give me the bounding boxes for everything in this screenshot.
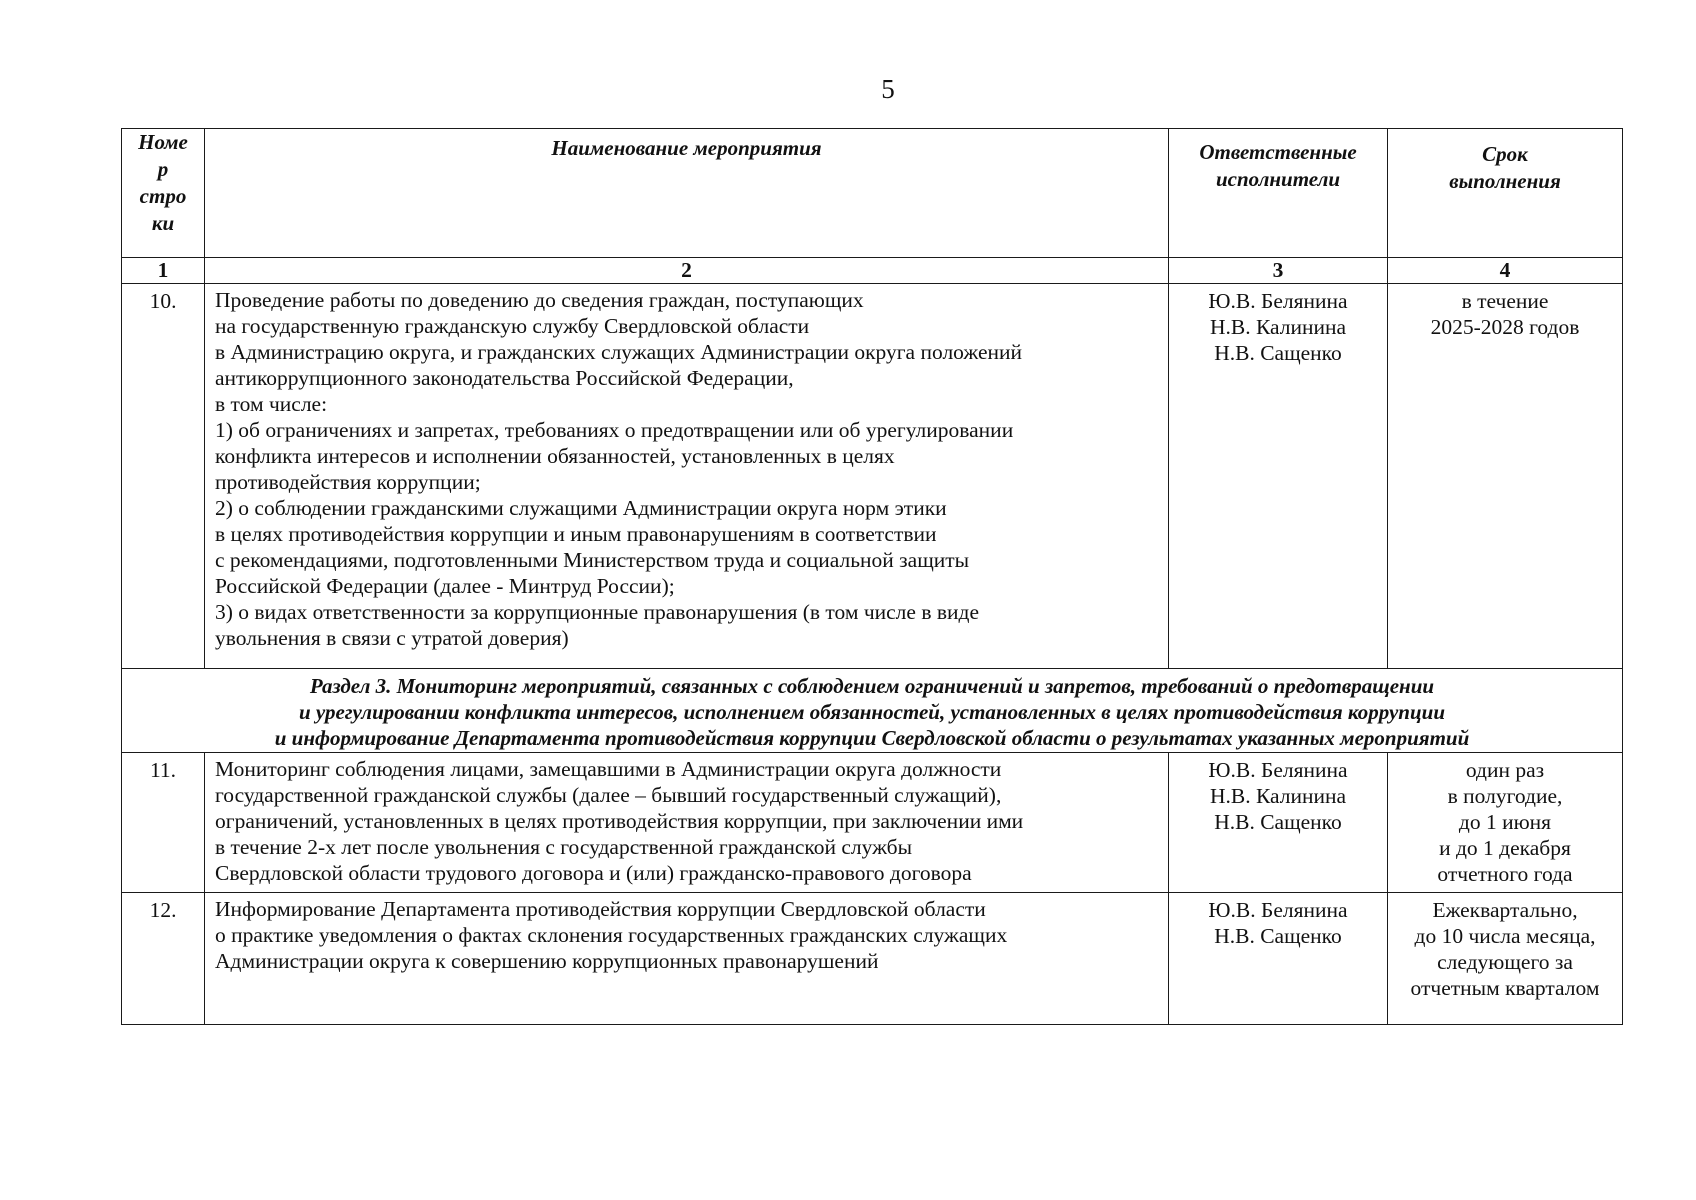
responsible-persons: Ю.В. Белянина Н.В. Калинина Н.В. Сащенко xyxy=(1169,753,1388,893)
page-number: 5 xyxy=(881,74,895,104)
execution-term: один раз в полугодие, до 1 июня и до 1 декабря отчетного года xyxy=(1388,753,1623,893)
measure-name: Мониторинг соблюдения лицами, замещавшими в Администрации округа должности государственной гражданской службы (далее – бывший государственный служащий), ограничений, установленных в целях противодействия коррупции, при заключении ими в течение 2-х лет после увольнения с государственной гражданской службы Свердловской области трудового договора и (или) гражданско-правового договора xyxy=(205,753,1169,893)
responsible-persons: Ю.В. Белянина Н.В. Калинина Н.В. Сащенко xyxy=(1169,284,1388,669)
measures-table xyxy=(121,128,1623,1025)
header-term: Срок выполнения xyxy=(1388,129,1623,258)
header-measure-name: Наименование мероприятия xyxy=(205,129,1169,258)
section-3-heading: Раздел 3. Мониторинг мероприятий, связанных с соблюдением ограничений и запретов, требований о предотвращении и урегулировании конфликта интересов, исполнением обязанностей, установленных в целях противодействия коррупции и информирование Департамента противодействия коррупции Свердловской области о результатах указанных мероприятий xyxy=(122,669,1623,753)
column-index: 1 xyxy=(122,258,205,284)
header-row-number: Номе р стро ки xyxy=(122,129,205,258)
responsible-persons: Ю.В. Белянина Н.В. Сащенко xyxy=(1169,893,1388,1025)
section-heading-row xyxy=(122,669,1623,753)
column-index: 2 xyxy=(205,258,1169,284)
row-number: 11. xyxy=(122,753,205,893)
measure-name: Проведение работы по доведению до сведения граждан, поступающих на государственную гражданскую службу Свердловской области в Администрацию округа, и гражданских служащих Администрации округа положений антикоррупционного законодательства Российской Федерации, в том числе: 1) об ограничениях и запретах, требованиях о предотвращении или об урегулировании конфликта интересов и исполнении обязанностей, установленных в целях противодействия коррупции; 2) о соблюдении гражданскими служащими Администрации округа норм этики в целях противодействия коррупции и иным правонарушениям в соответствии с рекомендациями, подготовленными Министерством труда и социальной защиты Российской Федерации (далее - Минтруд России); 3) о видах ответственности за коррупционные правонарушения (в том числе в виде увольнения в связи с утратой доверия) xyxy=(205,284,1169,669)
row-number: 12. xyxy=(122,893,205,1025)
column-index-row xyxy=(122,258,1623,284)
row-number: 10. xyxy=(122,284,205,669)
execution-term: Ежеквартально, до 10 числа месяца, следующего за отчетным кварталом xyxy=(1388,893,1623,1025)
table-row xyxy=(122,753,1623,893)
table-header-row xyxy=(122,129,1623,258)
header-responsible: Ответственные исполнители xyxy=(1169,129,1388,258)
measure-name: Информирование Департамента противодействия коррупции Свердловской области о практике уведомления о фактах склонения государственных гражданских служащих Администрации округа к совершению коррупционных правонарушений xyxy=(205,893,1169,1025)
column-index: 4 xyxy=(1388,258,1623,284)
column-index: 3 xyxy=(1169,258,1388,284)
execution-term: в течение 2025-2028 годов xyxy=(1388,284,1623,669)
table-row xyxy=(122,893,1623,1025)
table-row xyxy=(122,284,1623,669)
